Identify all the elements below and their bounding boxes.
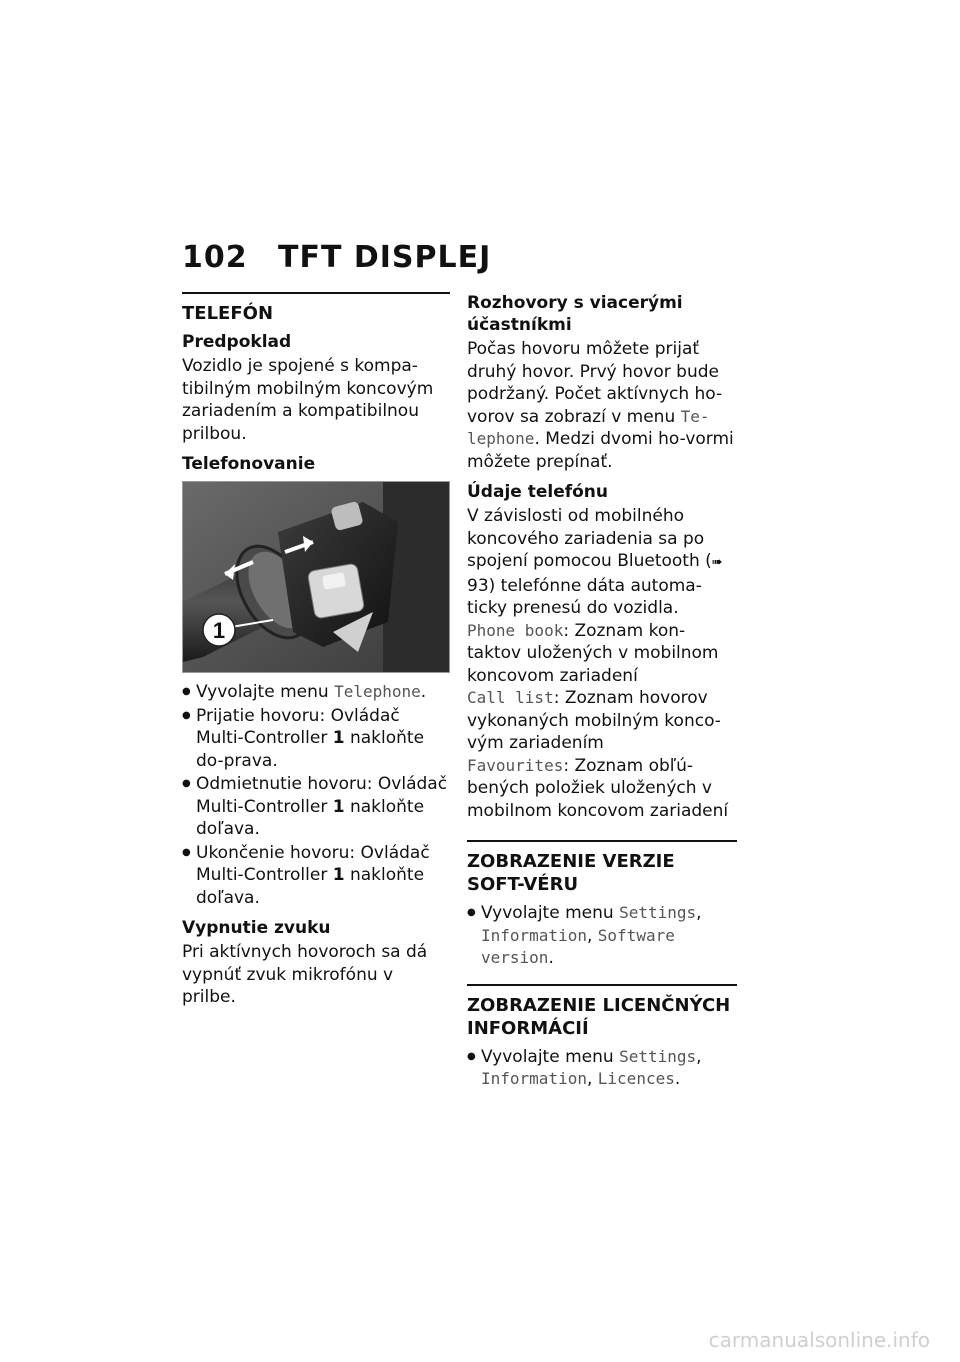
mute-text: Pri aktívnych hovoroch sa dá vypnúť zvuk mikrofónu v prilbe. [182,942,428,1007]
list-item: ● Vyvolajte menu Settings, Information, Licences. [467,1046,737,1091]
section-title-software: ZOBRAZENIE VERZIE SOFT-VÉRU [467,851,675,895]
list-item: ● Vyvolajte menu Telephone. [182,681,450,704]
right-column [467,292,737,1099]
phone-data-heading: Údaje telefónu [467,482,609,502]
handlebar-controller-photo [182,481,450,673]
favourites-text: Favourites: Zoznam obľú-bených položiek uložených v mobilnom koncovom zariadení [467,755,729,821]
figure-callout-label: 1 [212,618,226,643]
section-title-telefon: TELEFÓN [182,303,274,324]
licence-steps-list [467,1046,737,1091]
multi-call-heading: Rozhovory s viacerými účastníkmi [467,293,683,335]
phonebook-text: Phone book: Zoznam kon-taktov uložených v mobilnom koncovom zariadení [467,620,719,686]
page-header [182,240,491,275]
list-item: ● Vyvolajte menu Settings, Information, Software version. [467,902,737,970]
section-rule [182,292,450,294]
list-item: ● Ukončenie hovoru: Ovládač Multi-Controller 1 nakloňte doľava. [182,842,450,910]
multi-call-text: Počas hovoru môžete prijať druhý hovor. Prvý hovor bude podržaný. Počet aktívnych ho-vorov sa zobrazí v menu Te-lephone. Medzi dvomi ho-vormi môžete prepínať. [467,339,734,472]
section-title-licences: ZOBRAZENIE LICENČNÝCH INFORMÁCIÍ [467,994,731,1039]
page-reference-arrow-icon: ➠ [711,555,723,570]
prereq-heading: Predpoklad [182,332,292,352]
calling-heading: Telefonovanie [182,454,316,474]
calllist-text: Call list: Zoznam hovorov vykonaných mobilným konco-vým zariadením [467,688,721,753]
software-steps-list [467,902,737,970]
controller-illustration [183,482,449,672]
section-rule [467,840,737,842]
chapter-title: TFT DISPLEJ [278,240,492,275]
list-item: ● Prijatie hovoru: Ovládač Multi-Controller 1 nakloňte do-prava. [182,705,450,773]
page-number: 102 [182,240,248,275]
section-rule [467,984,737,986]
calling-steps-list [182,681,450,909]
list-item: ● Odmietnutie hovoru: Ovládač Multi-Controller 1 nakloňte doľava. [182,773,450,841]
watermark: carmanualsonline.info [708,1328,930,1352]
mute-heading: Vypnutie zvuku [182,918,331,938]
left-column [182,292,450,1017]
phone-data-text: V závislosti od mobilného koncového zariadenia sa po spojení pomocou Bluetooth (➠ 93) telefónne dáta automa-ticky prenesú do vozidla. [467,506,723,618]
prereq-text: Vozidlo je spojené s kompa-tibilným mobilným koncovým zariadením a kompatibilnou prilbou. [182,356,434,444]
